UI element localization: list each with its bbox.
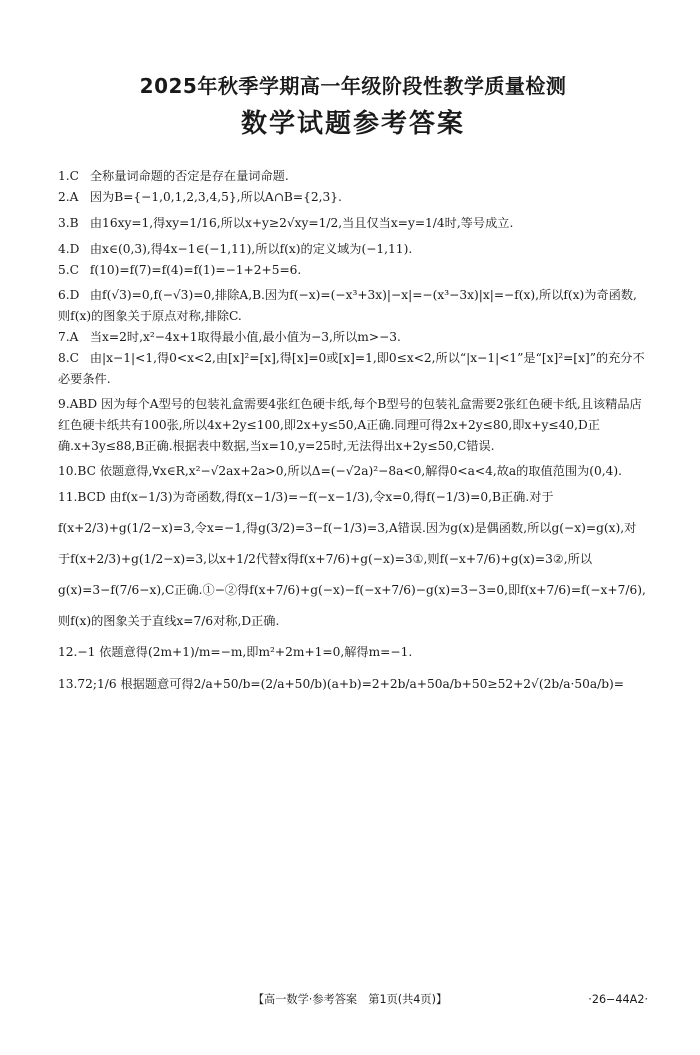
answer-item [58,285,648,327]
answer-number: 5.C [58,263,79,278]
answer-number: 4.D [58,242,80,257]
answer-number: 8.C [58,351,79,365]
document-title: 数学试题参考答案 [240,109,465,139]
answer-number: 12.−1 [58,645,96,660]
answer-text: 由x∈(0,3),得4x−1∈(−1,11),所以f(x)的定义域为(−1,11). [89,242,413,257]
answer-number: 13.72;1/6 [58,676,117,691]
page-footer [0,990,700,1010]
answer-number: 7.A [58,330,79,345]
answer-text: 依题意得,∀x∈R,x²−√2ax+2a>0,所以Δ=(−√2a)²−8a<0,解得0<a<4,故a的取值范围为(0,4). [99,463,623,478]
answer-item [58,260,648,281]
answer-item [58,327,648,348]
answer-number: 6.D [58,288,80,303]
answer-sheet-page [0,72,700,1055]
answer-item [58,348,648,390]
answer-item [58,461,648,482]
footer-code: ·26−44A2· [588,993,648,1006]
answer-number: 9.ABD [58,396,98,411]
answer-item [58,637,648,668]
answer-text: 依题意得(2m+1)/m=−m,即m²+2m+1=0,解得m=−1. [99,645,413,660]
answer-number: 1.C [58,169,79,183]
answer-text: 当x=2时,x²−4x+1取得最小值,最小值为−3,所以m>−3. [89,330,401,345]
answer-list [58,166,648,700]
answer-item [58,208,648,239]
answer-item [58,187,648,208]
answer-item [58,482,648,638]
answer-text: 由f(x−1/3)为奇函数,得f(x−1/3)=−f(−x−1/3),令x=0,得f(−1/3)=0,B正确.对于f(x+2/3)+g(1/2−x)=3,令x=−1,得g(3/2)=3−f(−1/3)=3,A错误.因为g(x)是偶函数,所以g(−x)=g(x),对于f(x+2/3)+g(1/2−x)=3,以x+1/2代替x得f(x+7/6)+g(−x)=3①,则f(−x+7/6)+g(x)=3②,所以g(x)=3−f(7/6−x),C正确.①−②得f(x+7/6)+g(−x)−f(−x+7/6)−g(x)=3−3=0,即f(x+7/6)=f(−x+7/6),则f(x)的图象关于直线x=7/6对称,D正确. [58,489,646,629]
answer-number: 2.A [58,189,79,204]
answer-item [58,239,648,260]
answer-number: 3.B [58,215,79,230]
footer-label: 【高一数学·参考答案 第1页(共4页)】 [252,993,448,1006]
answer-text: 因为B={−1,0,1,2,3,4,5},所以A∩B={2,3}. [89,189,342,204]
answer-item [58,394,648,457]
answer-text: f(10)=f(7)=f(4)=f(1)=−1+2+5=6. [89,263,302,278]
answer-text: 由f(√3)=0,f(−√3)=0,排除A,B.因为f(−x)=(−x³+3x)|−x|=−(x³−3x)|x|=−f(x),所以f(x)为奇函数,则f(x)的图象关于原点对称,排除C. [58,288,637,324]
answer-text: 由|x−1|<1,得0<x<2,由[x]²=[x],得[x]=0或[x]=1,即0≤x<2,所以“|x−1|<1”是“[x]²=[x]”的充分不必要条件. [58,351,645,386]
answer-item [58,669,648,700]
exam-title: 2025年秋季学期高一年级阶段性教学质量检测 [139,74,567,98]
answer-text: 全称量词命题的否定是存在量词命题. [89,169,289,183]
answer-number: 10.BC [58,463,96,478]
answer-text: 因为每个A型号的包装礼盒需要4张红色硬卡纸,每个B型号的包装礼盒需要2张红色硬卡纸,且该精品店红色硬卡纸共有100张,所以4x+2y≤100,即2x+y≤50,A正确.同理可得2x+2y≤80,即x+y≤40,D正确.x+3y≤88,B正确.根据表中数据,当x=10,y=25时,无法得出x+2y≤50,C错误. [58,396,642,453]
answer-text: 由16xy=1,得xy=1/16,所以x+y≥2√xy=1/2,当且仅当x=y=1/4时,等号成立. [89,215,514,230]
answer-item [58,166,648,187]
answer-number: 11.BCD [58,489,106,504]
answer-text: 根据题意可得2/a+50/b=(2/a+50/b)(a+b)=2+2b/a+50a/b+50≥52+2√(2b/a·50a/b)= [120,676,625,691]
